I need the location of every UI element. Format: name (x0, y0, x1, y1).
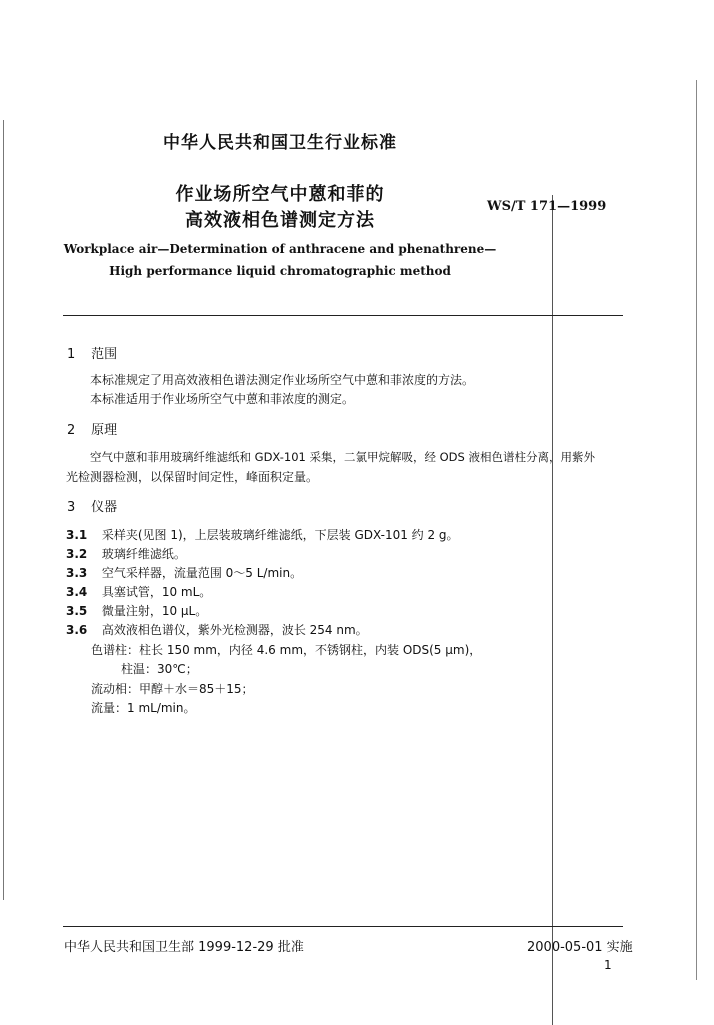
scan-edge-right (696, 80, 697, 980)
page-number: 1 (604, 958, 612, 972)
document-title-cn-line1: 作业场所空气中蒽和菲的 (175, 184, 385, 205)
item-text: 玻璃纤维滤纸。 (101, 547, 186, 561)
section-heading (67, 419, 117, 438)
section-heading (67, 343, 117, 362)
section-heading (67, 496, 117, 515)
item-number: 3.1 (66, 528, 88, 542)
section-title: 仪器 (91, 500, 118, 515)
list-item (66, 583, 211, 600)
standard-number: WS/T 171—1999 (487, 199, 607, 214)
item-text: 具塞试管，10 mL。 (101, 585, 212, 599)
list-item (66, 526, 459, 543)
instrument-detail: 流量：1 mL/min。 (91, 701, 196, 715)
list-item (66, 602, 207, 619)
item-text: 空气采样器，流量范围 0～5 L/min。 (101, 566, 303, 580)
header-divider (63, 315, 623, 316)
effective-date: 2000-05-01 实施 (527, 940, 633, 955)
section-number: 3 (67, 500, 76, 515)
instrument-detail: 流动相：甲醇＋水＝85＋15； (91, 682, 254, 696)
list-item (66, 545, 186, 562)
section-paragraph: 光检测器检测，以保留时间定性，峰面积定量。 (66, 470, 319, 484)
instrument-detail: 柱温：30℃； (121, 662, 198, 676)
item-text: 采样夹(见图 1)，上层装玻璃纤维滤纸，下层装 GDX-101 约 2 g。 (101, 528, 459, 542)
section-paragraph: 本标准适用于作业场所空气中蒽和菲浓度的测定。 (90, 392, 355, 406)
section-title: 原理 (91, 423, 118, 438)
standard-category-title: 中华人民共和国卫生行业标准 (163, 133, 397, 153)
item-number: 3.6 (66, 623, 88, 637)
document-title-cn-line2: 高效液相色谱测定方法 (185, 210, 375, 231)
list-item (66, 564, 302, 581)
item-number: 3.5 (66, 604, 88, 618)
scan-fold-line (552, 195, 553, 1025)
document-title-en-line2: High performance liquid chromatographic method (109, 264, 451, 278)
item-number: 3.3 (66, 566, 88, 580)
scan-edge-left (3, 120, 4, 900)
section-title: 范围 (91, 347, 118, 362)
item-text: 微量注射，10 μL。 (101, 604, 208, 618)
list-item (66, 621, 368, 638)
section-paragraph: 本标准规定了用高效液相色谱法测定作业场所空气中蒽和菲浓度的方法。 (90, 373, 475, 387)
item-number: 3.4 (66, 585, 88, 599)
document-title-en-line1: Workplace air—Determination of anthracene and phenathrene— (63, 242, 497, 256)
section-number: 2 (67, 423, 76, 438)
section-paragraph: 空气中蒽和菲用玻璃纤维滤纸和 GDX-101 采集，二氯甲烷解吸，经 ODS 液相色谱柱分离，用紫外 (90, 450, 595, 464)
footer-divider (63, 926, 623, 927)
item-text: 高效液相色谱仪，紫外光检测器，波长 254 nm。 (101, 623, 368, 637)
section-number: 1 (67, 347, 76, 362)
instrument-detail: 色谱柱：柱长 150 mm，内径 4.6 mm，不锈钢柱，内装 ODS(5 μm)， (91, 643, 482, 657)
issuing-authority: 中华人民共和国卫生部 1999-12-29 批准 (64, 940, 304, 955)
item-number: 3.2 (66, 547, 88, 561)
